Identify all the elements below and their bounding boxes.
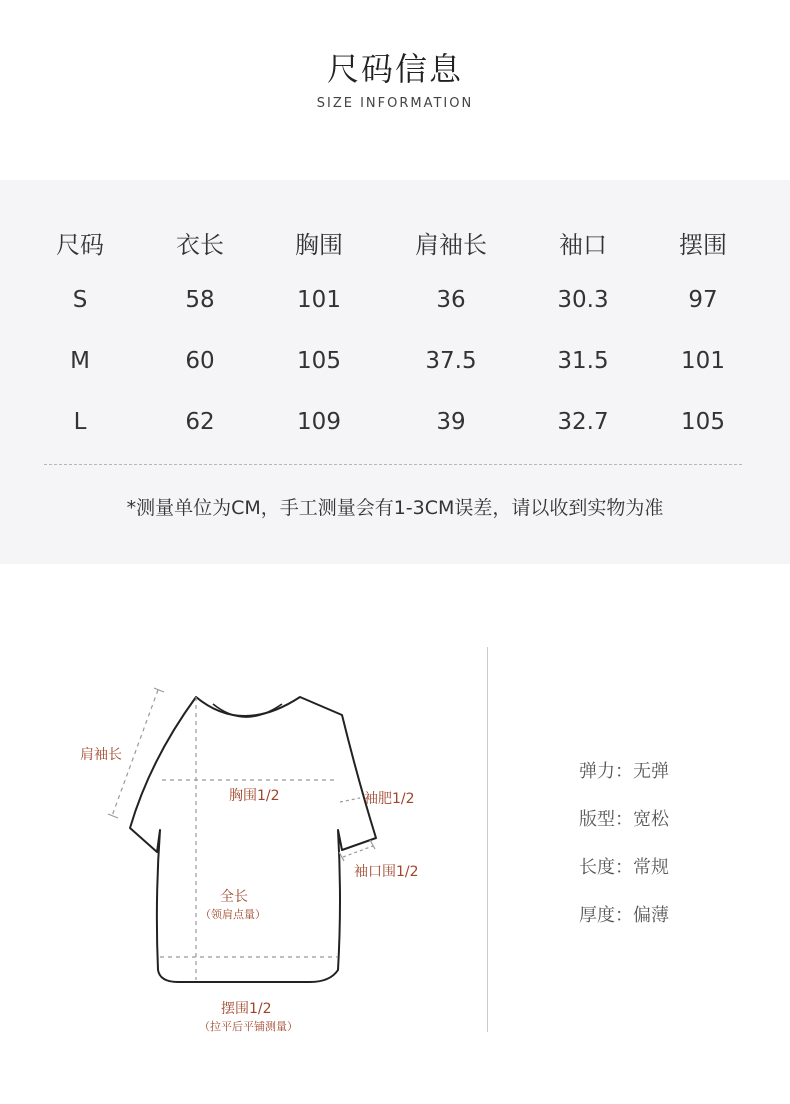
table-cell: 37.5 — [425, 348, 477, 374]
label-cuff: 袖口围1/2 — [354, 864, 419, 880]
page-title: 尺码信息 — [326, 50, 463, 88]
attribute-label: 版型： — [579, 809, 633, 830]
attribute-thickness — [579, 901, 669, 927]
table-cell: 105 — [681, 409, 725, 435]
attribute-label: 弹力： — [579, 761, 633, 782]
attribute-label: 厚度： — [579, 905, 633, 926]
column-header-chest: 胸围 — [295, 231, 343, 259]
attribute-length — [579, 853, 669, 879]
attribute-value: 无弹 — [633, 761, 669, 782]
table-cell: M — [70, 348, 90, 374]
table-cell: 109 — [297, 409, 341, 435]
table-cell: 60 — [185, 348, 215, 374]
attribute-value: 常规 — [633, 857, 669, 878]
section-divider — [487, 647, 488, 1032]
label-hem-note: （拉平后平铺测量） — [199, 1020, 298, 1033]
label-chest: 胸围1/2 — [229, 788, 280, 804]
table-cell: 101 — [681, 348, 725, 374]
table-cell: 39 — [436, 409, 466, 435]
column-header-shoulder-sleeve: 肩袖长 — [415, 231, 487, 259]
column-header-hem: 摆围 — [679, 231, 727, 259]
label-length-note: （领肩点量） — [200, 908, 266, 921]
table-divider — [44, 464, 742, 465]
table-cell: 62 — [185, 409, 215, 435]
measurement-note: *测量单位为CM，手工测量会有1-3CM误差，请以收到实物为准 — [126, 497, 664, 519]
table-cell: 101 — [297, 287, 341, 313]
label-length: 全长 — [220, 889, 248, 905]
table-cell: 36 — [436, 287, 466, 313]
table-cell: 31.5 — [557, 348, 609, 374]
size-table-panel — [0, 180, 790, 564]
table-cell: 97 — [688, 287, 718, 313]
label-sleeve-width: 袖肥1/2 — [364, 791, 415, 807]
page-subtitle: SIZE INFORMATION — [316, 96, 474, 111]
column-header-length: 衣长 — [176, 231, 224, 259]
table-cell: 30.3 — [557, 287, 609, 313]
garment-diagram — [60, 680, 460, 1040]
table-cell: S — [72, 287, 88, 313]
table-cell: 105 — [297, 348, 341, 374]
sleeve-width-guide — [340, 798, 360, 802]
attribute-label: 长度： — [579, 857, 633, 878]
table-cell: 58 — [185, 287, 215, 313]
label-shoulder-sleeve: 肩袖长 — [80, 747, 122, 763]
attribute-value: 偏薄 — [633, 905, 669, 926]
attribute-value: 宽松 — [633, 809, 669, 830]
table-cell: L — [73, 409, 87, 435]
attribute-elasticity — [579, 757, 669, 783]
column-header-size: 尺码 — [56, 231, 104, 259]
shirt-outline — [130, 697, 376, 982]
table-cell: 32.7 — [557, 409, 609, 435]
attribute-fit — [579, 805, 669, 831]
column-header-cuff: 袖口 — [559, 231, 607, 259]
label-hem: 摆围1/2 — [221, 1001, 272, 1017]
